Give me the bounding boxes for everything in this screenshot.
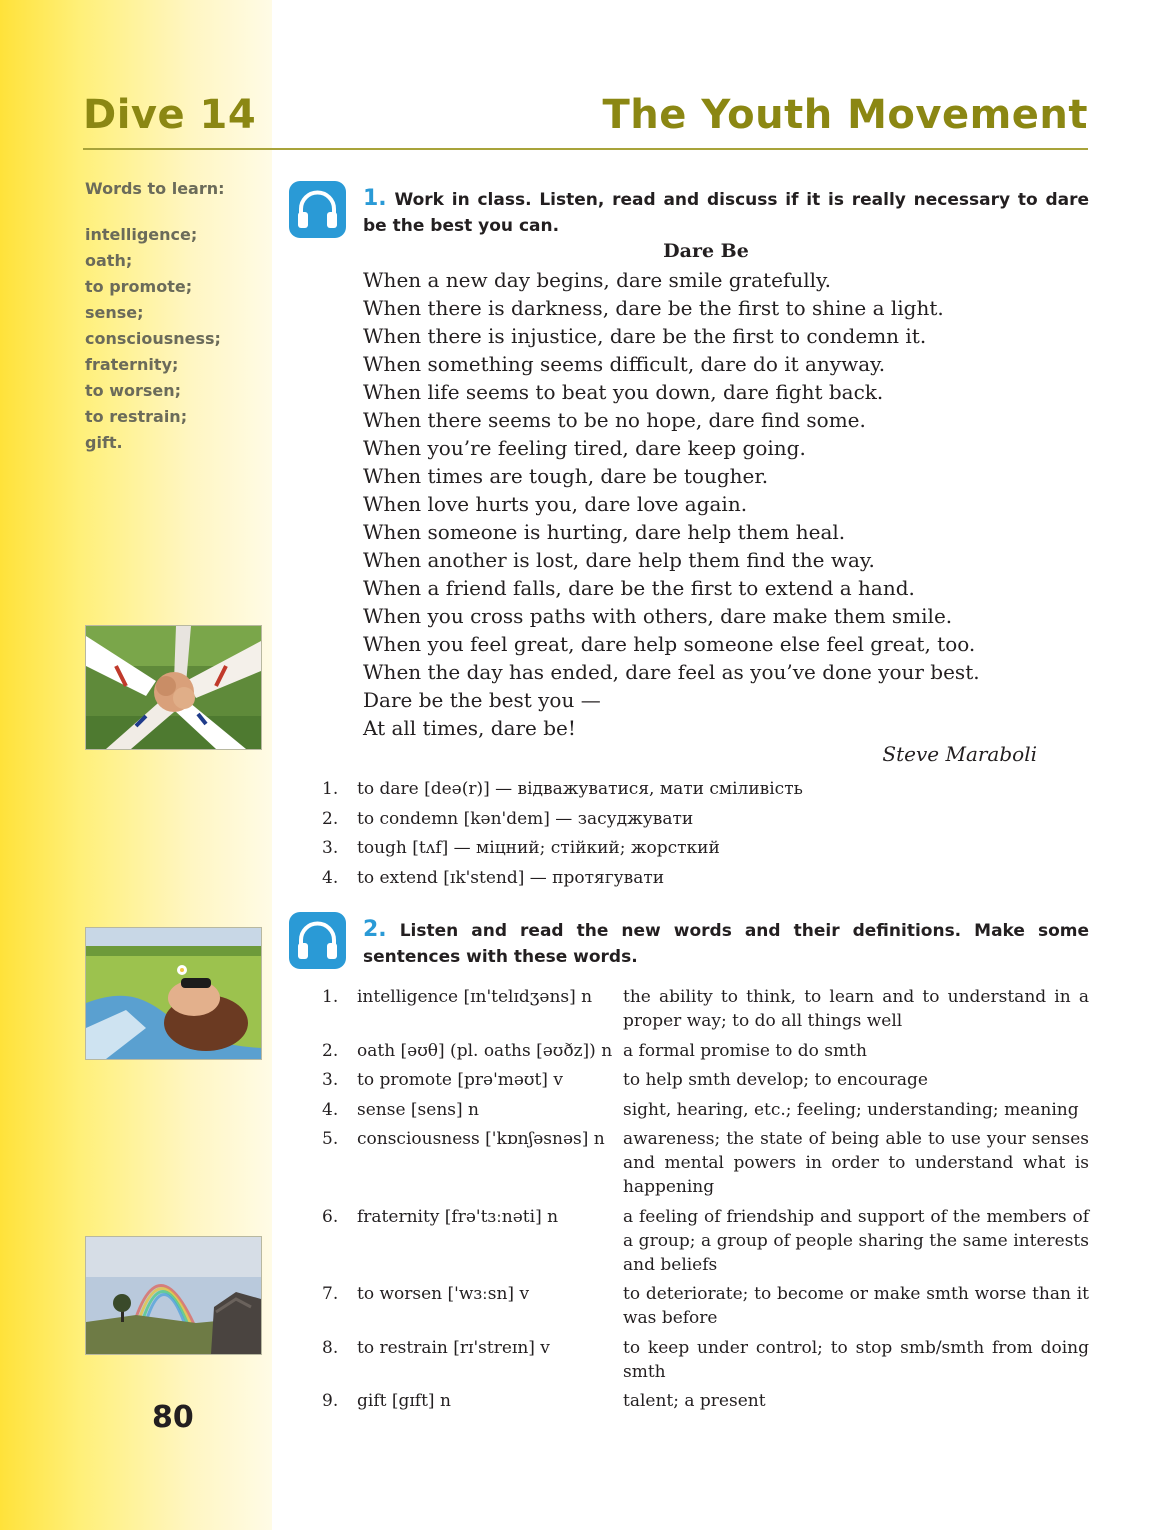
page-number: 80 [152, 1400, 194, 1435]
word-item: to promote; [85, 277, 193, 296]
word-item: to restrain; [85, 407, 188, 426]
vocab-term: sense [sens] n [357, 1099, 479, 1120]
vocab-number: 5. [322, 1129, 339, 1149]
poem-line: When love hurts you, dare love again. [363, 492, 748, 516]
poem-line: When there is darkness, dare be the first to shine a light. [363, 296, 944, 320]
poem-lines [363, 266, 980, 742]
word-item: sense; [85, 303, 144, 322]
poem-line: When a new day begins, dare smile gratefully. [363, 268, 831, 292]
glossary-text: tough [tʌf] — міцний; стійкий; жорсткий [357, 838, 720, 859]
vocab-definition: to help smth develop; to encourage [623, 1070, 928, 1090]
headphones-icon[interactable] [289, 181, 346, 238]
poem-line: At all times, dare be! [363, 716, 576, 740]
vocab-term: oath [əʊθ] (pl. oaths [əʊðz]) n [357, 1040, 613, 1061]
word-item: to worsen; [85, 381, 182, 400]
vocabulary-row [322, 1127, 1089, 1199]
poem-line: Dare be the best you — [363, 688, 601, 712]
poem-line: When there is injustice, dare be the first to condemn it. [363, 324, 927, 348]
vocab-definition: a formal promise to do smth [623, 1040, 867, 1061]
glossary-list [322, 775, 803, 894]
vocab-number: 2. [322, 1040, 339, 1061]
poem-line: When the day has ended, dare feel as you’ve done your best. [363, 660, 980, 684]
vocab-term: to worsen ['wɜːsn] v [357, 1284, 530, 1304]
vocab-number: 7. [322, 1284, 339, 1304]
word-item: gift. [85, 433, 123, 452]
poem-line: When something seems difficult, dare do it anyway. [363, 352, 886, 376]
glossary-number: 2. [322, 808, 339, 829]
glossary-number: 3. [322, 838, 339, 859]
glossary-item [322, 805, 803, 835]
vocab-definition: awareness; the state of being able to use your senses and mental powers in order to understand what is happening [623, 1129, 1089, 1197]
vocabulary-row [322, 985, 1089, 1033]
vocab-definition: talent; a present [623, 1391, 766, 1411]
vocabulary-row [322, 1336, 1089, 1384]
word-item: fraternity; [85, 355, 179, 374]
vocab-number: 3. [322, 1070, 339, 1090]
unit-label: Dive 14 [83, 92, 257, 138]
vocab-term: to promote [prə'məʊt] v [357, 1070, 563, 1090]
task-1-number: 1. [363, 186, 387, 211]
vocab-term: intelligence [ɪn'telɪdʒəns] n [357, 987, 593, 1007]
poem-line: When you cross paths with others, dare make them smile. [363, 604, 953, 628]
vocab-number: 4. [322, 1099, 339, 1120]
word-item: oath; [85, 251, 133, 270]
task-1-text: Work in class. Listen, read and discuss if it is really necessary to dare be the best you can. [363, 190, 1090, 236]
vocab-definition: a feeling of friendship and support of the members of a group; a group of people sharing the same interests and beliefs [623, 1206, 1089, 1275]
vocabulary-table [322, 985, 1089, 1419]
task-2-instruction [363, 917, 1089, 970]
vocab-definition: to deteriorate; to become or make smth worse than it was before [623, 1284, 1089, 1328]
poem-line: When a friend falls, dare be the first to extend a hand. [363, 576, 915, 600]
glossary-item [322, 864, 803, 894]
words-to-learn-list [85, 222, 221, 456]
poem-line: When you feel great, dare help someone else feel great, too. [363, 632, 976, 656]
vocab-number: 6. [322, 1206, 339, 1227]
words-to-learn-heading: Words to learn: [85, 179, 225, 198]
glossary-item [322, 834, 803, 864]
word-item: consciousness; [85, 329, 221, 348]
poem-line: When times are tough, dare be tougher. [363, 464, 769, 488]
vocab-number: 1. [322, 987, 339, 1007]
glossary-text: to dare [deə(r)] — відважуватися, мати сміливість [357, 779, 803, 799]
vocab-term: gift [gɪft] n [357, 1391, 451, 1411]
vocabulary-row [322, 1389, 1089, 1413]
vocab-number: 9. [322, 1391, 339, 1411]
girl-in-grass-photo [85, 927, 262, 1060]
poem-author: Steve Maraboli [882, 742, 1037, 766]
vocabulary-row [322, 1068, 1089, 1092]
word-item: intelligence; [85, 225, 198, 244]
task-2-number: 2. [363, 917, 387, 942]
vocab-definition: to keep under control; to stop smb/smth from doing smth [623, 1337, 1089, 1382]
header-divider [83, 148, 1088, 150]
vocab-definition: the ability to think, to learn and to understand in a proper way; to do all things well [623, 987, 1089, 1031]
glossary-number: 1. [322, 779, 339, 799]
vocabulary-row [322, 1205, 1089, 1277]
vocab-term: consciousness ['kɒnʃəsnəs] n [357, 1129, 605, 1149]
glossary-number: 4. [322, 868, 339, 889]
poem-line: When there seems to be no hope, dare find some. [363, 408, 866, 432]
task-1-instruction [363, 186, 1089, 239]
vocab-definition: sight, hearing, etc.; feeling; understanding; meaning [623, 1099, 1079, 1120]
glossary-item [322, 775, 803, 805]
poem-line: When someone is hurting, dare help them heal. [363, 520, 846, 544]
vocab-term: to restrain [rɪ'streɪn] v [357, 1337, 550, 1358]
glossary-text: to condemn [kən'dem] — засуджувати [357, 808, 694, 829]
vocab-term: fraternity [frə'tɜːnəti] n [357, 1206, 559, 1227]
hands-together-photo [85, 625, 262, 750]
vocabulary-row [322, 1039, 1089, 1063]
page-title: The Youth Movement [602, 92, 1088, 138]
poem-title: Dare Be [663, 240, 749, 262]
headphones-icon[interactable] [289, 912, 346, 969]
rainbow-landscape-photo [85, 1236, 262, 1355]
vocabulary-row [322, 1282, 1089, 1330]
glossary-text: to extend [ɪk'stend] — протягувати [357, 868, 665, 889]
vocabulary-row [322, 1098, 1089, 1122]
poem-line: When another is lost, dare help them find the way. [363, 548, 875, 572]
poem-line: When you’re feeling tired, dare keep going. [363, 436, 806, 460]
task-2-text: Listen and read the new words and their definitions. Make some sentences with these words. [363, 921, 1090, 967]
vocab-number: 8. [322, 1337, 339, 1358]
poem-line: When life seems to beat you down, dare fight back. [363, 380, 884, 404]
